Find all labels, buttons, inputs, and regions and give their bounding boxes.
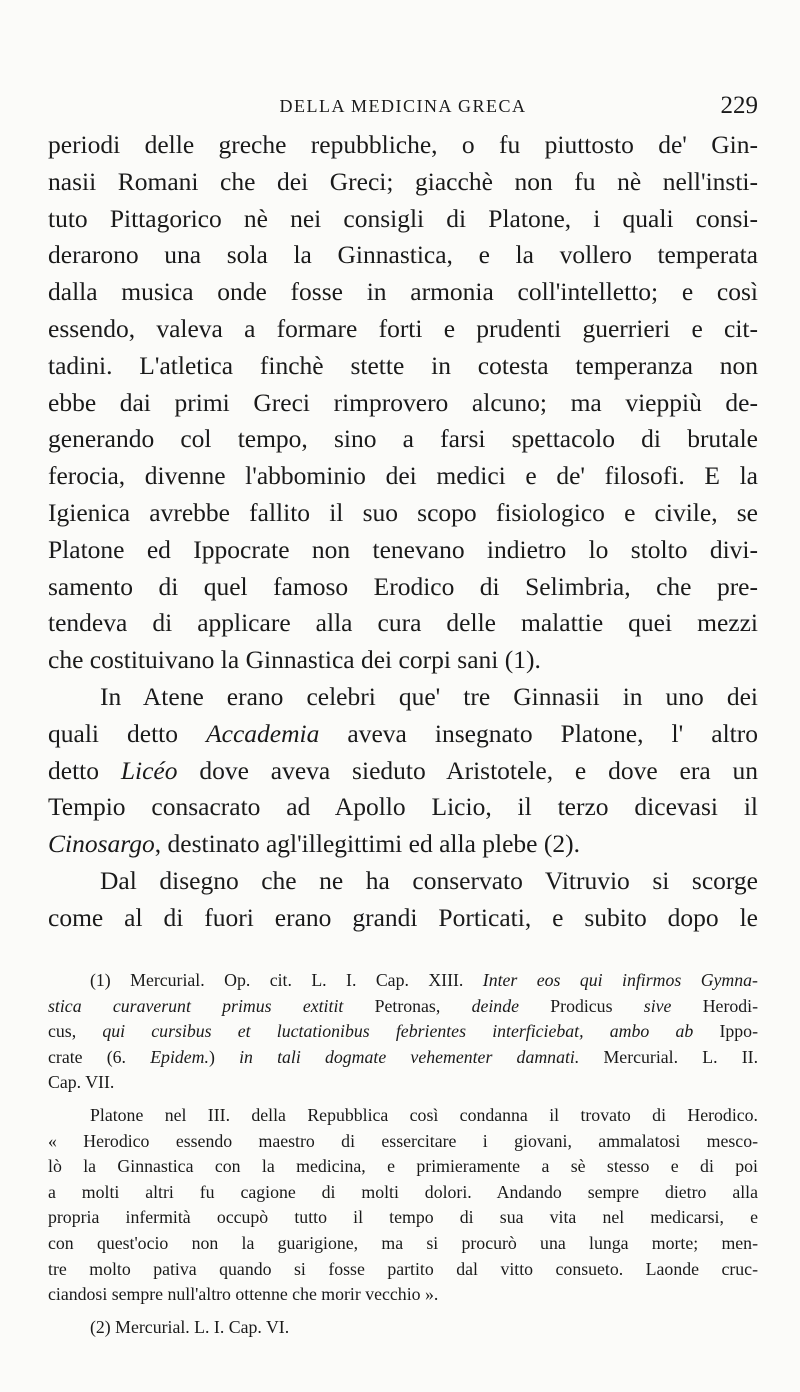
text-line: nasii Romani che dei Greci; giacchè non fu nè nell'insti- bbox=[48, 166, 758, 196]
text-line: che costituivano la Ginnastica dei corpi sani (1). bbox=[48, 645, 541, 675]
text-line: periodi delle greche repubbliche, o fu piuttosto de' Gin- bbox=[48, 130, 758, 159]
italic-term: Cinosargo bbox=[48, 829, 155, 859]
footnote-line: a molti altri fu cagione di molti dolori. Andando sempre dietro alla bbox=[48, 1181, 758, 1202]
footnote-line: « Herodico essendo maestro di essercitare i giovani, ammalatosi mesco- bbox=[48, 1130, 758, 1151]
text-line: Tempio consacrato ad Apollo Licio, il terzo dicevasi il bbox=[48, 792, 758, 822]
text-line: generando col tempo, sino a farsi spettacolo di brutale bbox=[48, 424, 758, 454]
footnote-line: lò la Ginnastica con la medicina, e primieramente a sè stesso e di poi bbox=[48, 1156, 758, 1177]
text-line: Dal disegno che ne ha conservato Vitruvio si scorge bbox=[100, 865, 758, 895]
italic-term: Licéo bbox=[120, 755, 178, 785]
footnote-line: Cap. VII. bbox=[48, 1072, 115, 1093]
footnote-line: stica curaverunt primus extitit Petronas, deinde Prodicus sive Herodi- bbox=[48, 995, 759, 1016]
footnotes bbox=[48, 968, 758, 1340]
text-line: samento di quel famoso Erodico di Selimbria, che pre- bbox=[48, 571, 758, 601]
text-line: derarono una sola la Ginnastica, e la vollero temperata bbox=[48, 240, 758, 270]
text-line: Igienica avrebbe fallito il suo scopo fisiologico e civile, se bbox=[48, 497, 758, 527]
footnote-line: (1) Mercurial. Op. cit. L. I. Cap. XIII. Inter eos qui infirmos Gymna- bbox=[90, 970, 758, 990]
footnote-line: con quest'ocio non la guarigione, ma si procurò una lunga morte; men- bbox=[48, 1232, 758, 1253]
text-line: dalla musica onde fosse in armonia coll'intelletto; e così bbox=[48, 277, 758, 307]
text-line: quali detto Accademia aveva insegnato Platone, l' altro bbox=[48, 718, 758, 748]
text-line: ebbe dai primi Greci rimprovero alcuno; ma vieppiù de- bbox=[48, 387, 758, 417]
text-line: come al di fuori erano grandi Porticati, e subito dopo le bbox=[48, 902, 758, 932]
footnote-line: cus, qui cursibus et luctationibus febrientes interficiebat, ambo ab Ippo- bbox=[48, 1021, 758, 1042]
footnote-line: ciandosi sempre null'altro ottenne che morir vecchio ». bbox=[48, 1284, 439, 1305]
italic-term: Accademia bbox=[206, 718, 320, 748]
text-line: tuto Pittagorico nè nei consigli di Platone, i quali consi- bbox=[48, 203, 758, 233]
running-title: DELLA MEDICINA GRECA bbox=[279, 96, 527, 116]
page-number: 229 bbox=[720, 92, 758, 119]
text-line: Cinosargo, destinato agl'illegittimi ed alla plebe (2). bbox=[48, 829, 580, 859]
text-line: Platone ed Ippocrate non tenevano indietro lo stolto divi- bbox=[48, 534, 758, 564]
text-line: detto Licéo dove aveva sieduto Aristotele, e dove era un bbox=[48, 755, 758, 785]
text-line: essendo, valeva a formare forti e prudenti guerrieri e cit- bbox=[48, 313, 758, 343]
page-header bbox=[48, 92, 758, 126]
footnote-line: propria infermità occupò tutto il tempo di sua vita nel medicarsi, e bbox=[48, 1207, 758, 1228]
text-line: In Atene erano celebri que' tre Ginnasii in uno dei bbox=[100, 681, 758, 711]
main-text bbox=[48, 127, 758, 937]
text-line: ferocia, divenne l'abbominio dei medici e de' filosofi. E la bbox=[48, 461, 758, 491]
footnote-line: Platone nel III. della Repubblica così condanna il trovato di Herodico. bbox=[90, 1104, 758, 1125]
text-line: tendeva di applicare alla cura delle malattie quei mezzi bbox=[48, 608, 758, 638]
footnote-line: (2) Mercurial. L. I. Cap. VI. bbox=[90, 1316, 290, 1337]
text-line: tadini. L'atletica finchè stette in cotesta temperanza non bbox=[48, 350, 758, 380]
footnote-line: crate (6. Epidem.) in tali dogmate vehementer damnati. Mercurial. L. II. bbox=[48, 1046, 759, 1067]
footnote-line: tre molto pativa quando si fosse partito dal vitto consueto. Laonde cruc- bbox=[48, 1258, 758, 1279]
